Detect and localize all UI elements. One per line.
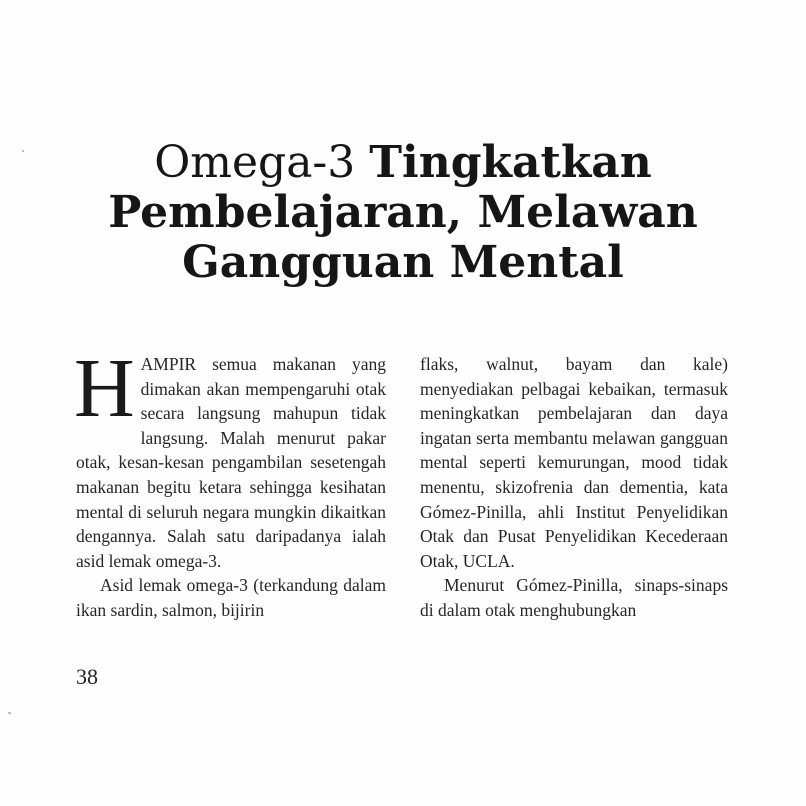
right-paragraph-1: flaks, walnut, bayam dan kale) menyediakan pelbagai kebaikan, termasuk meningkatkan pembelajaran dan daya ingatan serta membantu melawan gangguan mental seperti kemurungan, mood tidak menentu, skizofrenia dan dementia, kata Gómez-Pinilla, ahli Institut Penyelidikan Otak dan Pusat Penyelidikan Kecederaan Otak, UCLA. — [420, 354, 728, 571]
title-light-part: Omega-3 — [154, 137, 356, 188]
right-column — [420, 352, 728, 623]
left-column — [74, 342, 386, 623]
scan-speck — [8, 712, 11, 714]
left-paragraph-1 — [74, 342, 386, 573]
right-paragraph-2: Menurut Gómez-Pinilla, sinaps-sinaps di dalam otak menghubungkan — [420, 575, 728, 620]
title-bold-part: Tingkatkan Pembelajaran, Melawan Gangguan Mental — [108, 137, 698, 288]
page-number: 38 — [76, 664, 98, 689]
left-paragraph-2: Asid lemak omega-3 (terkandung dalam ikan sardin, salmon, bijirin — [76, 575, 386, 620]
scan-speck — [22, 150, 24, 152]
article-title — [60, 138, 746, 288]
drop-cap: H — [74, 342, 135, 435]
left-paragraph-1-text: AMPIR semua makanan yang dimakan akan mempengaruhi otak secara langsung mahupun tidak langsung. Malah menurut pakar otak, kesan-kesan pengambilan sesetengah makanan begitu ketara sehingga kesihatan mental di seluruh negara mungkin dikaitkan dengannya. Salah satu daripadanya ialah asid lemak omega-3. — [76, 354, 386, 571]
